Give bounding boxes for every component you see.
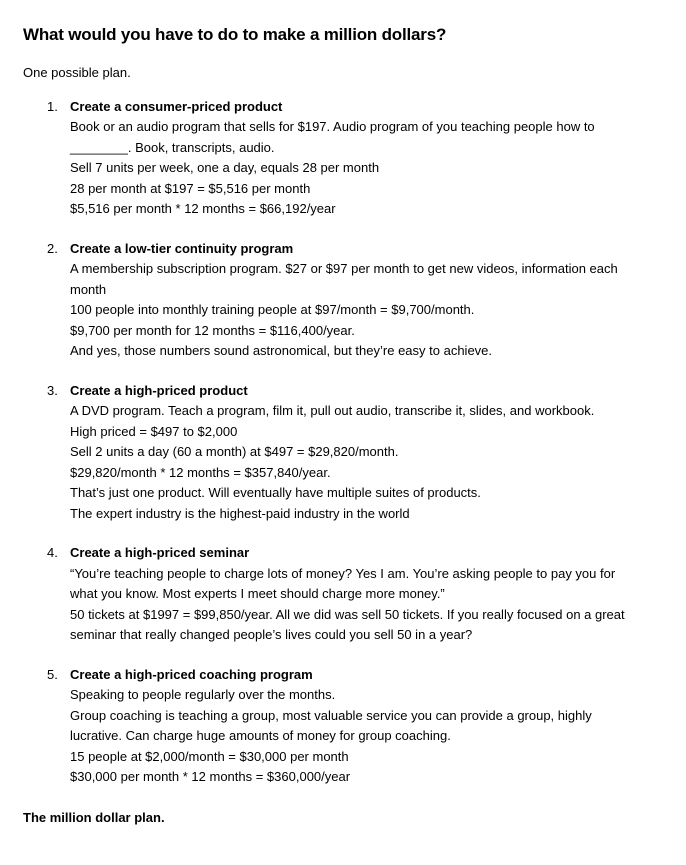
- list-item-line: $30,000 per month * 12 months = $360,000/year: [70, 769, 351, 784]
- list-item-heading: Create a consumer-priced product: [70, 98, 283, 114]
- list-item-number: 2.: [47, 240, 58, 256]
- list-item: [23, 97, 648, 220]
- list-item-line: ________. Book, transcripts, audio.: [70, 139, 275, 155]
- list-item-line: lucrative. Can charge huge amounts of money for group coaching.: [70, 728, 451, 743]
- list-item-line: “You’re teaching people to charge lots of money? Yes I am. You’re asking people to pay you for: [70, 565, 616, 581]
- list-item-line: $5,516 per month * 12 months = $66,192/year: [70, 201, 336, 216]
- list-item: [23, 239, 648, 362]
- list-item-line: $29,820/month * 12 months = $357,840/year.: [70, 464, 331, 480]
- list-item-line: 15 people at $2,000/month = $30,000 per month: [70, 748, 349, 764]
- list-item-number: 3.: [47, 382, 58, 398]
- list-item-line: month: [70, 281, 107, 297]
- list-item-heading: Create a high-priced seminar: [70, 545, 250, 560]
- intro-text: One possible plan.: [23, 65, 131, 80]
- list-item-number: 4.: [47, 545, 58, 560]
- list-item: [23, 381, 648, 525]
- list-item-heading: Create a low-tier continuity program: [70, 240, 294, 256]
- list-item-line: The expert industry is the highest-paid industry in the world: [70, 505, 410, 521]
- list-item-line: High priced = $497 to $2,000: [70, 423, 238, 439]
- list-item-line: A DVD program. Teach a program, film it, pull out audio, transcribe it, slides, and workbook.: [70, 403, 595, 418]
- list-item-line: Sell 7 units per week, one a day, equals 28 per month: [70, 160, 380, 175]
- list-item-line: Speaking to people regularly over the months.: [70, 687, 336, 702]
- plan-list: [23, 97, 648, 788]
- document-title: What would you have to do to make a million dollars?: [23, 25, 447, 44]
- list-item-line: Group coaching is teaching a group, most valuable service you can provide a group, highly: [70, 707, 592, 723]
- list-item-heading: Create a high-priced coaching program: [70, 666, 313, 682]
- list-item-heading: Create a high-priced product: [70, 382, 248, 398]
- list-item-number: 1.: [47, 98, 58, 114]
- list-item-line: That’s just one product. Will eventually have multiple suites of products.: [70, 485, 481, 500]
- list-item-line: 28 per month at $197 = $5,516 per month: [70, 180, 311, 196]
- list-item-line: $9,700 per month for 12 months = $116,400/year.: [70, 322, 355, 338]
- list-item: [23, 665, 648, 788]
- list-item-line: Book or an audio program that sells for $197. Audio program of you teaching people how to: [70, 119, 595, 134]
- list-item-line: seminar that really changed people’s lives could you sell 50 in a year?: [70, 627, 473, 642]
- list-item-line: A membership subscription program. $27 or $97 per month to get new videos, information each: [70, 261, 618, 276]
- list-item-line: And yes, those numbers sound astronomical, but they’re easy to achieve.: [70, 343, 493, 358]
- footer-heading: The million dollar plan.: [23, 809, 165, 825]
- list-item: [23, 543, 648, 646]
- list-item-line: 50 tickets at $1997 = $99,850/year. All we did was sell 50 tickets. If you really focused on a great: [70, 606, 625, 622]
- list-item-number: 5.: [47, 666, 58, 682]
- list-item-line: what you know. Most experts I meet should charge more money.”: [70, 586, 445, 601]
- list-item-line: Sell 2 units a day (60 a month) at $497 = $29,820/month.: [70, 444, 399, 459]
- list-item-line: 100 people into monthly training people at $97/month = $9,700/month.: [70, 302, 475, 317]
